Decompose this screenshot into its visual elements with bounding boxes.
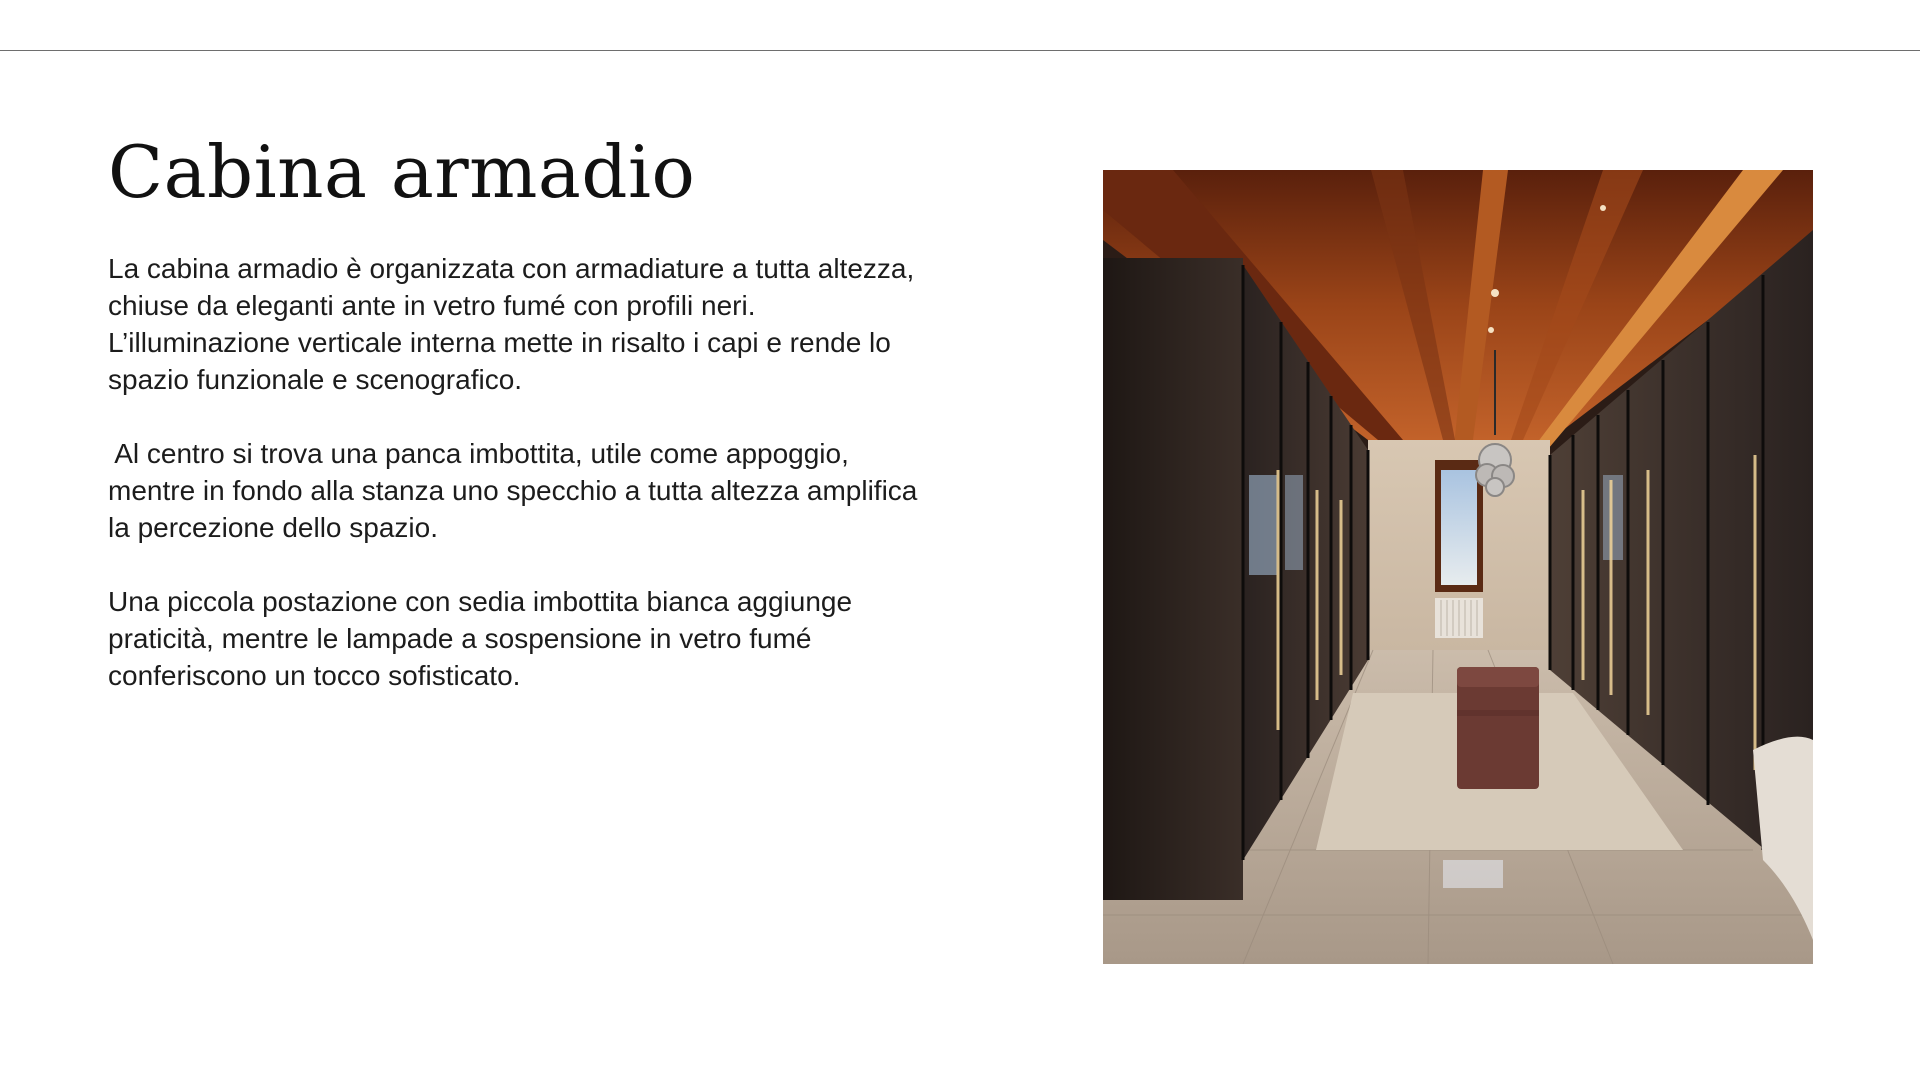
text-line: chiuse da eleganti ante in vetro fumé con profili neri. [108,290,756,321]
text-line: mentre in fondo alla stanza uno specchio a tutta altezza amplifica [108,475,918,506]
top-rule [0,50,1920,51]
left-wall-panel [1103,258,1243,900]
text-line: L’illuminazione verticale interna mette in risalto i capi e rende lo [108,327,891,358]
text-line: spazio funzionale e scenografico. [108,364,523,395]
window [1441,470,1477,585]
text-line: Al centro si trova una panca imbottita, utile come appoggio, [108,438,849,469]
text-line: praticità, mentre le lampade a sospensione in vetro fumé [108,623,812,654]
text-line: conferiscono un tocco sofisticato. [108,660,521,691]
slide-title: Cabina armadio [108,130,696,214]
paragraph-bench-mirror [108,435,988,546]
walk-in-closet-render [1103,170,1813,964]
body-text [108,250,988,694]
text-line: la percezione dello spazio. [108,512,438,543]
text-line: La cabina armadio è organizzata con armadiature a tutta altezza, [108,253,915,284]
paragraph-wardrobes [108,250,988,398]
paragraph-desk-lamps [108,583,988,694]
text-line: Una piccola postazione con sedia imbottita bianca aggiunge [108,586,853,617]
